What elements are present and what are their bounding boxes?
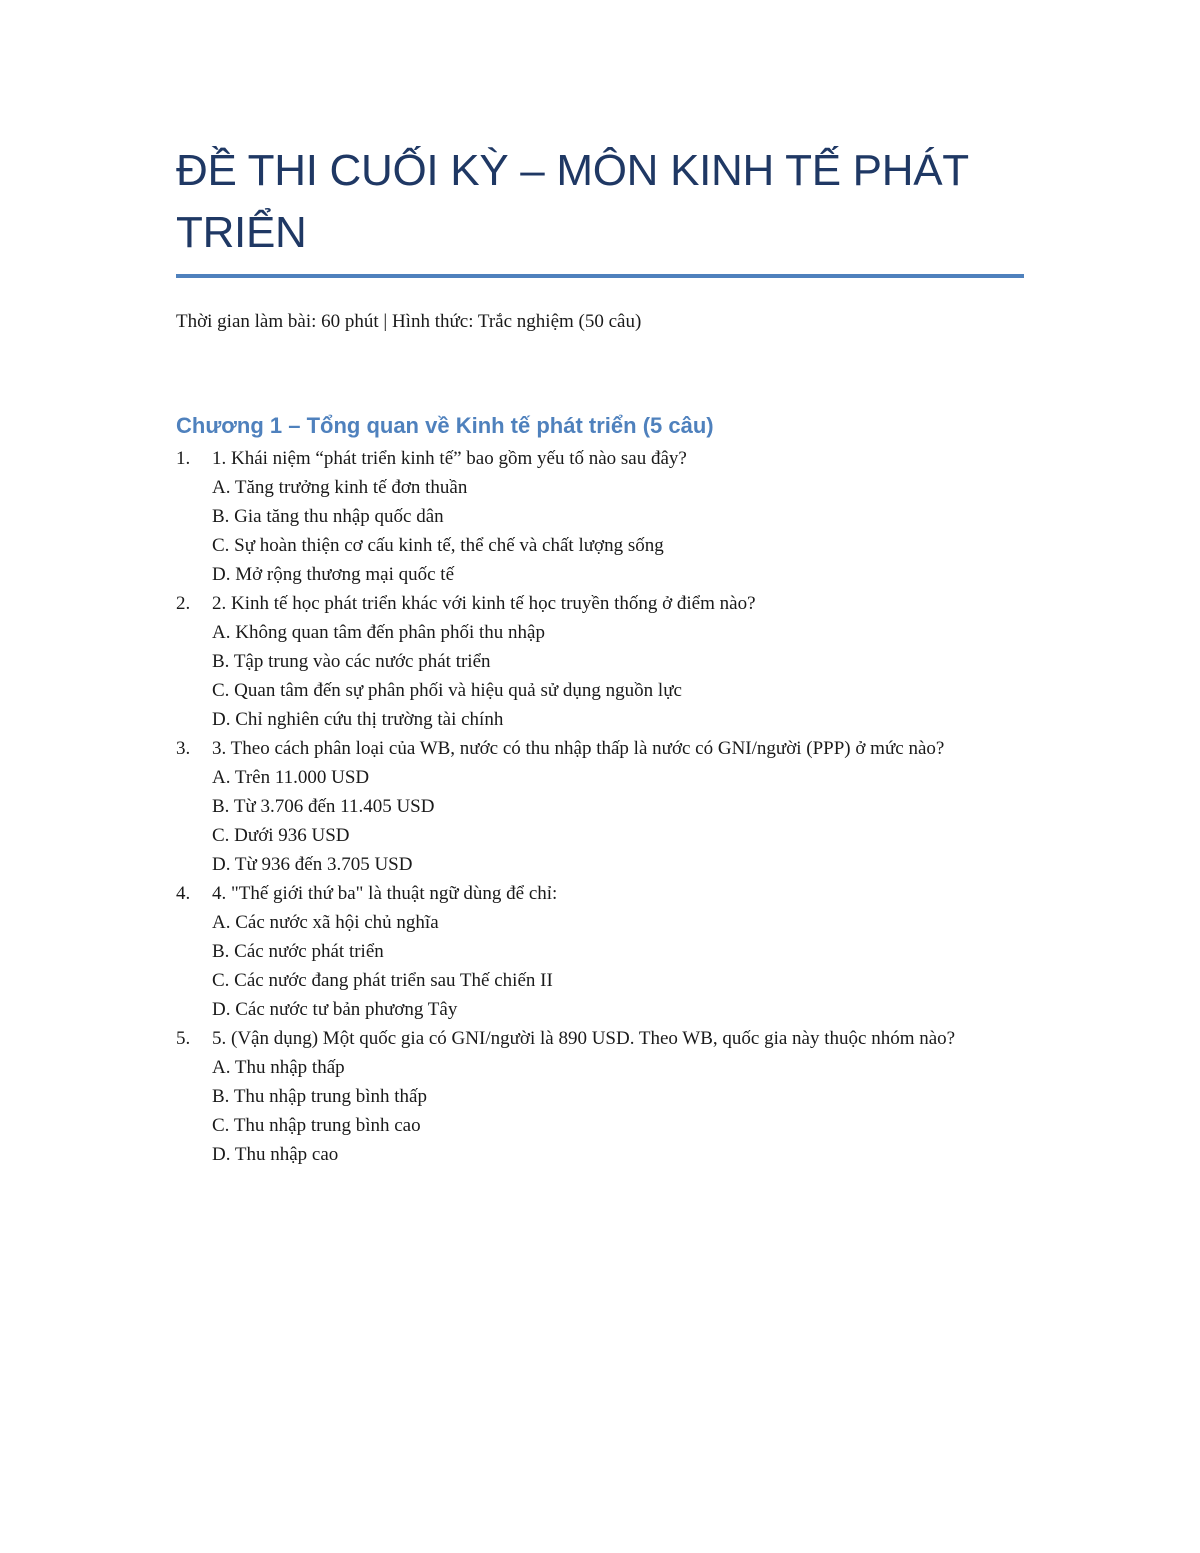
question-item [176, 444, 1024, 589]
answer-option: C. Dưới 936 USD [212, 825, 350, 846]
question-item [176, 734, 1024, 879]
exam-meta: Thời gian làm bài: 60 phút | Hình thức: Trắc nghiệm (50 câu) [176, 311, 642, 332]
answer-option: C. Thu nhập trung bình cao [212, 1115, 421, 1136]
answer-option: A. Các nước xã hội chủ nghĩa [212, 912, 439, 933]
answer-option: D. Chỉ nghiên cứu thị trường tài chính [212, 709, 504, 730]
question-text: 3. Theo cách phân loại của WB, nước có thu nhập thấp là nước có GNI/người (PPP) ở mức nào? [212, 738, 945, 759]
answer-option: D. Thu nhập cao [212, 1144, 339, 1165]
document-title: ĐỀ THI CUỐI KỲ – MÔN KINH TẾ PHÁT TRIỂN [176, 146, 969, 257]
answer-option: B. Gia tăng thu nhập quốc dân [212, 506, 444, 527]
question-item [176, 879, 1024, 1024]
answer-option: D. Các nước tư bản phương Tây [212, 999, 458, 1020]
answer-option: D. Mở rộng thương mại quốc tế [212, 564, 454, 585]
answer-option: A. Trên 11.000 USD [212, 767, 370, 788]
list-marker: 1. [176, 448, 191, 469]
list-marker: 3. [176, 738, 191, 759]
document-page [176, 140, 1024, 1169]
list-marker: 2. [176, 593, 191, 614]
answer-option: A. Tăng trưởng kinh tế đơn thuần [212, 477, 468, 498]
question-text: 4. "Thế giới thứ ba" là thuật ngữ dùng để chỉ: [212, 883, 558, 904]
question-text: 2. Kinh tế học phát triển khác với kinh tế học truyền thống ở điểm nào? [212, 593, 756, 614]
answer-option: B. Thu nhập trung bình thấp [212, 1086, 427, 1107]
question-item [176, 589, 1024, 734]
question-item [176, 1024, 1024, 1169]
answer-option: D. Từ 936 đến 3.705 USD [212, 854, 413, 875]
answer-option: A. Không quan tâm đến phân phối thu nhập [212, 622, 545, 643]
answer-option: B. Từ 3.706 đến 11.405 USD [212, 796, 435, 817]
chapter-heading: Chương 1 – Tổng quan về Kinh tế phát triển (5 câu) [176, 413, 714, 438]
answer-option: B. Tập trung vào các nước phát triển [212, 651, 491, 672]
answer-option: A. Thu nhập thấp [212, 1057, 345, 1078]
title-underline [176, 274, 1024, 278]
answer-option: B. Các nước phát triển [212, 941, 384, 962]
question-text: 1. Khái niệm “phát triển kinh tế” bao gồm yếu tố nào sau đây? [212, 448, 687, 469]
question-list [176, 444, 1024, 1169]
list-marker: 4. [176, 883, 191, 904]
answer-option: C. Các nước đang phát triển sau Thế chiến II [212, 970, 553, 991]
list-marker: 5. [176, 1028, 191, 1049]
answer-option: C. Quan tâm đến sự phân phối và hiệu quả sử dụng nguồn lực [212, 680, 682, 701]
question-text: 5. (Vận dụng) Một quốc gia có GNI/người là 890 USD. Theo WB, quốc gia này thuộc nhóm nào? [212, 1028, 956, 1049]
answer-option: C. Sự hoàn thiện cơ cấu kinh tế, thể chế và chất lượng sống [212, 535, 664, 556]
